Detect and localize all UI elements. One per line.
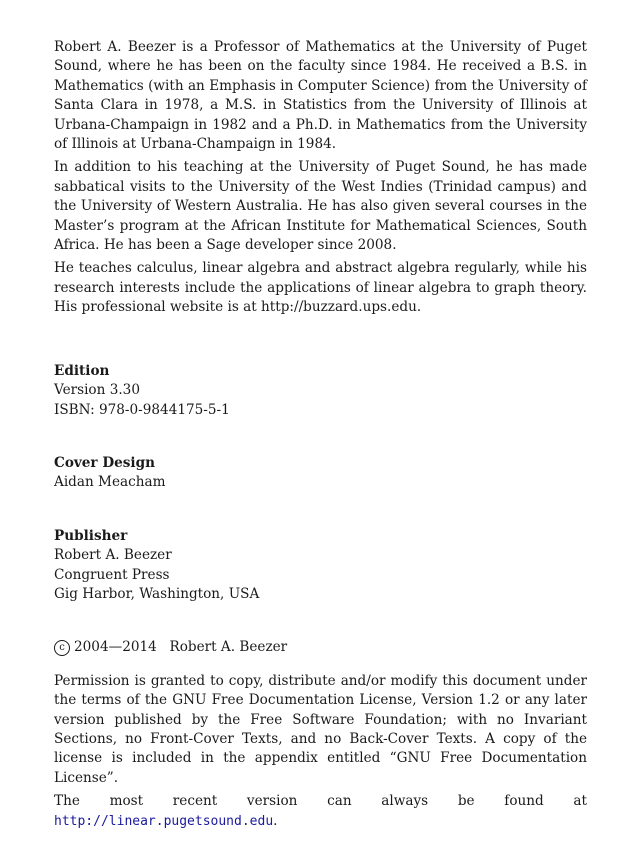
license-paragraph: Permission is granted to copy, distribute and/or modify this document under the terms of the GNU Free Documentation License, Version 1.2 or any later version published by the Free Software Foundation; with no Invariant Sections, no Front-Cover Texts, and no Back-Cover Texts. A copy of the license is included in the appendix entitled “GNU Free Documentation License”. [54,672,587,786]
copyright-icon: c [54,640,70,656]
cover-designer: Aidan Meacham [54,474,166,491]
publisher-name: Robert A. Beezer [54,547,172,564]
edition-section [54,362,587,420]
publisher-section [54,527,587,605]
latest-version-suffix: . [273,812,278,829]
copyright-holder: Robert A. Beezer [169,639,288,656]
edition-isbn: ISBN: 978-0-9844175-5-1 [54,401,230,418]
cover-design-section [54,454,587,493]
bio-paragraph-3: He teaches calculus, linear algebra and abstract algebra regularly, while his research interests include the applications of linear algebra to graph theory. His professional website is at http://buzzard.ups.edu. [54,260,587,316]
publisher-press: Congruent Press [54,566,170,583]
edition-heading: Edition [54,362,110,379]
publisher-heading: Publisher [54,527,128,544]
cover-design-heading: Cover Design [54,454,155,471]
website-link[interactable]: http://linear.pugetsound.edu [54,813,274,829]
copyright-line [54,638,587,657]
latest-version-paragraph [54,792,587,831]
copyright-years: 2004—2014 [74,639,157,656]
edition-version: Version 3.30 [54,382,140,399]
bio-paragraph-2: In addition to his teaching at the University of Puget Sound, he has made sabbatical visits to the University of the West Indies (Trinidad campus) and the University of Western Australia. He has also given several courses in the Master’s program at the African Institute for Mathematical Sciences, South Africa. He has been a Sage developer since 2008. [54,159,587,254]
latest-version-text: The most recent version can always be found at [54,793,587,810]
publisher-location: Gig Harbor, Washington, USA [54,585,260,602]
bio-paragraph-1: Robert A. Beezer is a Professor of Mathematics at the University of Puget Sound, where he has been on the faculty since 1984. He received a B.S. in Mathematics (with an Emphasis in Computer Science) from the University of Santa Clara in 1978, a M.S. in Statistics from the University of Illinois at Urbana-Champaign in 1982 and a Ph.D. in Mathematics from the University of Illinois at Urbana-Champaign in 1984. [54,39,587,153]
document-page [54,38,587,835]
